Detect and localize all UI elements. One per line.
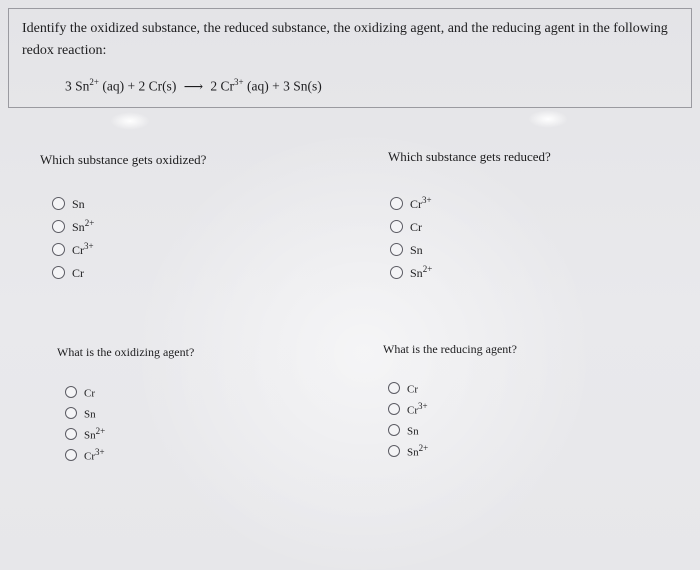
option-species: Cr xyxy=(72,243,84,257)
option-species: Cr xyxy=(407,383,418,396)
option-charge: 2+ xyxy=(95,425,106,436)
radio-button[interactable] xyxy=(388,445,400,457)
option-label xyxy=(407,443,428,459)
option-charge: 2+ xyxy=(84,218,95,228)
option-label xyxy=(72,218,94,235)
oxidized-options xyxy=(52,192,94,284)
question-text: Identify the oxidized substance, the reduced substance, the oxidizing agent, and the reducing agent in the following redox reaction: xyxy=(22,21,668,58)
option-species: Sn xyxy=(410,243,423,257)
radio-button[interactable] xyxy=(390,243,403,256)
answer-option[interactable] xyxy=(388,398,428,419)
option-label xyxy=(72,264,84,281)
answer-option[interactable] xyxy=(390,192,432,215)
option-label xyxy=(410,264,432,281)
answer-option[interactable] xyxy=(65,381,105,402)
option-charge: 3+ xyxy=(84,241,94,251)
option-species: Cr xyxy=(410,220,422,234)
radio-button[interactable] xyxy=(52,197,65,210)
option-species: Sn xyxy=(72,197,85,211)
answer-option[interactable] xyxy=(388,419,428,440)
radio-button[interactable] xyxy=(65,386,77,398)
reduced-question: Which substance gets reduced? xyxy=(388,149,551,164)
option-species: Cr xyxy=(72,266,84,280)
answer-option[interactable] xyxy=(65,423,105,444)
radio-button[interactable] xyxy=(65,407,77,419)
radio-button[interactable] xyxy=(65,449,77,461)
option-species: Cr xyxy=(410,197,422,211)
oxidizing-agent-question: What is the oxidizing agent? xyxy=(57,345,195,359)
option-species: Sn xyxy=(407,446,419,459)
radio-button[interactable] xyxy=(52,243,65,256)
radio-button[interactable] xyxy=(390,197,403,210)
option-charge: 2+ xyxy=(422,264,433,274)
option-label xyxy=(84,426,105,442)
option-species: Sn xyxy=(84,429,96,442)
reducing-agent-question: What is the reducing agent? xyxy=(383,342,517,356)
option-species: Sn xyxy=(410,266,423,280)
radio-button[interactable] xyxy=(390,266,403,279)
reaction-arrow: ⟶ xyxy=(183,78,204,94)
option-label xyxy=(407,422,419,438)
radio-button[interactable] xyxy=(65,428,77,440)
answer-option[interactable] xyxy=(390,215,432,238)
answer-option[interactable] xyxy=(388,440,428,461)
equation-reactant-charge: 2+ xyxy=(89,77,99,87)
option-label xyxy=(407,380,418,396)
answer-option[interactable] xyxy=(388,377,428,398)
option-label xyxy=(410,195,432,212)
equation-reactants: 3 Sn xyxy=(65,78,90,94)
answer-option[interactable] xyxy=(65,402,105,423)
radio-button[interactable] xyxy=(52,266,65,279)
option-label xyxy=(72,195,85,212)
radio-button[interactable] xyxy=(52,220,65,233)
option-charge: 2+ xyxy=(418,442,429,453)
option-label xyxy=(84,447,105,463)
question-box xyxy=(8,8,692,108)
option-charge: 3+ xyxy=(422,195,432,205)
answer-option[interactable] xyxy=(65,444,105,465)
radio-button[interactable] xyxy=(388,403,400,415)
option-label xyxy=(84,384,95,400)
option-label xyxy=(410,241,423,258)
radio-button[interactable] xyxy=(390,220,403,233)
redox-equation xyxy=(65,77,322,95)
oxidizing-agent-options xyxy=(65,381,105,465)
option-label xyxy=(84,405,96,421)
radio-button[interactable] xyxy=(388,382,400,394)
answer-option[interactable] xyxy=(390,261,432,284)
equation-product-charge: 3+ xyxy=(234,77,244,87)
oxidized-question: Which substance gets oxidized? xyxy=(40,152,207,167)
option-label xyxy=(407,401,428,417)
option-species: Cr xyxy=(84,387,95,400)
answer-option[interactable] xyxy=(52,261,94,284)
answer-option[interactable] xyxy=(52,192,94,215)
option-charge: 3+ xyxy=(95,446,105,457)
option-label xyxy=(410,218,422,235)
option-label xyxy=(72,241,94,258)
reducing-agent-options xyxy=(388,377,428,461)
option-species: Sn xyxy=(72,220,85,234)
equation-reactants-rest: (aq) + 2 Cr(s) xyxy=(102,78,177,94)
answer-option[interactable] xyxy=(52,215,94,238)
radio-button[interactable] xyxy=(388,424,400,436)
option-species: Cr xyxy=(84,450,95,463)
equation-products: 2 Cr xyxy=(210,78,235,94)
option-charge: 3+ xyxy=(418,400,428,411)
reduced-options xyxy=(390,192,432,284)
glare-spot xyxy=(528,110,568,128)
option-species: Sn xyxy=(407,425,419,438)
glare-spot xyxy=(110,112,150,130)
answer-option[interactable] xyxy=(52,238,94,261)
answer-option[interactable] xyxy=(390,238,432,261)
option-species: Sn xyxy=(84,408,96,421)
equation-products-rest: (aq) + 3 Sn(s) xyxy=(247,78,322,94)
option-species: Cr xyxy=(407,404,418,417)
